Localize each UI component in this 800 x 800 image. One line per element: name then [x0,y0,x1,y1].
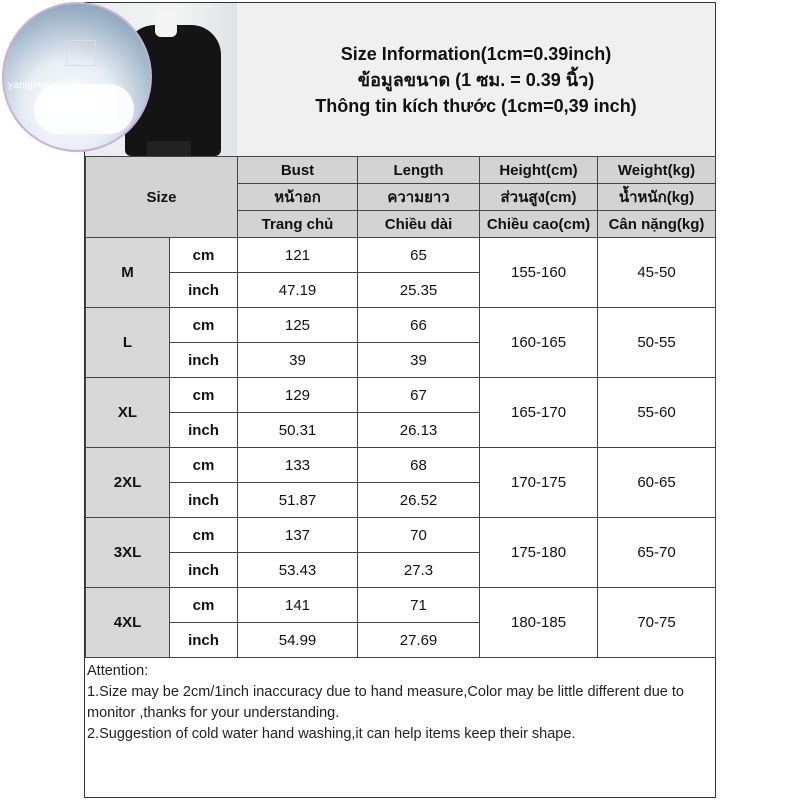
unit-inch: inch [170,273,238,308]
col-length-th: ความยาว [358,184,480,211]
bust-cm: 129 [238,378,358,413]
length-inch: 25.35 [358,273,480,308]
length-inch: 26.13 [358,413,480,448]
bust-cm: 133 [238,448,358,483]
length-inch: 27.69 [358,623,480,658]
header-title-th: ข้อมูลขนาด (1 ซม. = 0.39 นิ้ว) [357,69,595,90]
length-cm: 67 [358,378,480,413]
watermark-text: yangjingwen003 [8,80,84,91]
unit-inch: inch [170,483,238,518]
col-height-en: Height(cm) [480,157,598,184]
length-inch: 39 [358,343,480,378]
size-label: M [86,238,170,308]
height-range: 175-180 [480,518,598,588]
attention-notes [85,659,715,797]
size-label: XL [86,378,170,448]
bust-inch: 53.43 [238,553,358,588]
length-cm: 70 [358,518,480,553]
bust-inch: 50.31 [238,413,358,448]
bust-cm: 125 [238,308,358,343]
length-inch: 27.3 [358,553,480,588]
height-range: 180-185 [480,588,598,658]
watermark-seal [2,2,152,152]
weight-range: 55-60 [598,378,716,448]
unit-cm: cm [170,448,238,483]
unit-inch: inch [170,553,238,588]
unit-cm: cm [170,588,238,623]
unit-cm: cm [170,518,238,553]
notes-line-1: 1.Size may be 2cm/1inch inaccuracy due to hand measure,Color may be little different due to monitor ,thanks for your understanding. [87,684,684,721]
length-cm: 65 [358,238,480,273]
size-label: 3XL [86,518,170,588]
height-range: 155-160 [480,238,598,308]
height-range: 165-170 [480,378,598,448]
size-header: Size [86,157,238,238]
unit-inch: inch [170,413,238,448]
header-title-vi: Thông tin kích thước (1cm=0,39 inch) [315,95,637,116]
size-label: 4XL [86,588,170,658]
bust-cm: 141 [238,588,358,623]
col-bust-en: Bust [238,157,358,184]
notes-title: Attention: [87,663,149,679]
col-weight-en: Weight(kg) [598,157,716,184]
size-info-header [237,3,715,157]
weight-range: 65-70 [598,518,716,588]
height-range: 160-165 [480,308,598,378]
col-bust-vi: Trang chủ [238,211,358,238]
bust-inch: 51.87 [238,483,358,518]
unit-cm: cm [170,238,238,273]
length-cm: 71 [358,588,480,623]
notes-line-2: 2.Suggestion of cold water hand washing,it can help items keep their shape. [87,726,576,742]
bust-cm: 137 [238,518,358,553]
col-length-vi: Chiều dài [358,211,480,238]
weight-range: 60-65 [598,448,716,518]
bust-inch: 39 [238,343,358,378]
size-label: 2XL [86,448,170,518]
col-length-en: Length [358,157,480,184]
col-height-th: ส่วนสูง(cm) [480,184,598,211]
bust-inch: 47.19 [238,273,358,308]
length-cm: 68 [358,448,480,483]
height-range: 170-175 [480,448,598,518]
length-inch: 26.52 [358,483,480,518]
col-weight-vi: Cân nặng(kg) [598,211,716,238]
unit-inch: inch [170,343,238,378]
size-table [85,156,716,658]
unit-cm: cm [170,378,238,413]
bust-inch: 54.99 [238,623,358,658]
unit-inch: inch [170,623,238,658]
col-bust-th: หน้าอก [238,184,358,211]
unit-cm: cm [170,308,238,343]
col-height-vi: Chiều cao(cm) [480,211,598,238]
bust-cm: 121 [238,238,358,273]
size-chart [84,2,716,798]
header-title-en: Size Information(1cm=0.39inch) [340,43,612,64]
col-weight-th: น้ำหนัก(kg) [598,184,716,211]
weight-range: 70-75 [598,588,716,658]
weight-range: 50-55 [598,308,716,378]
length-cm: 66 [358,308,480,343]
size-label: L [86,308,170,378]
weight-range: 45-50 [598,238,716,308]
